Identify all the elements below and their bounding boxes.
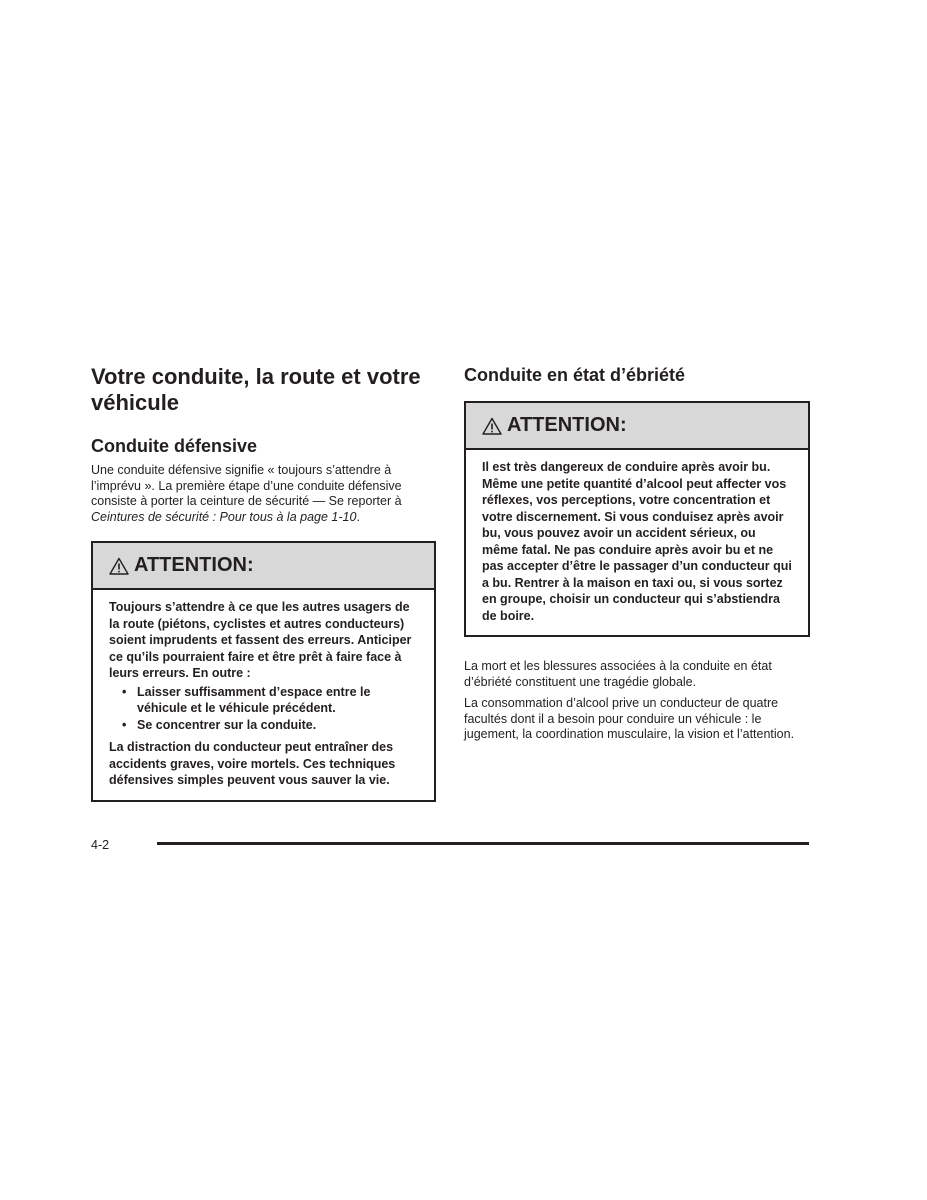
section-title-defensive: Conduite défensive	[91, 436, 258, 456]
warning-box-defensive	[91, 541, 436, 802]
page-number: 4-2	[91, 838, 110, 852]
body-paragraphs	[464, 659, 810, 743]
section-title-drunk-driving: Conduite en état d’ébriété	[464, 365, 686, 385]
list-item: • Laisser suffisamment d’espace entre le véhicule et le véhicule précédent.	[137, 684, 418, 717]
cross-reference: Ceintures de sécurité : Pour tous à la page 1-10	[91, 509, 357, 524]
intro-end: .	[356, 509, 360, 524]
warning-paragraph: La distraction du conducteur peut entraîner des accidents graves, voire mortels. Ces techniques défensives simples peuvent vous sauver la vie.	[109, 740, 396, 787]
warning-heading: ATTENTION:	[507, 414, 627, 436]
intro-text: Une conduite défensive signifie « toujours s’attendre à l’imprévu ». La première étape d’une conduite défensive consiste à porter la ceinture de sécurité — Se reporter à	[91, 463, 402, 508]
warning-triangle-icon	[482, 417, 502, 435]
warning-body	[93, 590, 434, 800]
warning-header	[93, 543, 434, 590]
body-paragraph: La consommation d’alcool prive un conducteur de quatre facultés dont il a besoin pour conduire un véhicule : le jugement, la coordination musculaire, la vision et l’attention.	[464, 696, 795, 741]
body-paragraph: La mort et les blessures associées à la conduite en état d’ébriété constituent une tragédie globale.	[464, 659, 772, 689]
warning-heading: ATTENTION:	[134, 554, 254, 576]
warning-paragraph: Il est très dangereux de conduire après avoir bu. Même une petite quantité d’alcool peut affecter vos réflexes, vos perceptions, votre concentration et votre discernement. Si vous conduisez après avoir bu, vous pouvez avoir un accident sérieux, ou même fatal. Ne pas conduire après avoir bu et ne pas accepter d’être le passager d’un conducteur qui a bu. Rentrer à la maison en taxi ou, si vous sortez en groupe, choisir un conducteur qui s’abstiendra de boire.	[482, 460, 792, 623]
chapter-title: Votre conduite, la route et votre véhicule	[91, 364, 421, 415]
right-column	[464, 364, 810, 749]
warning-body	[466, 450, 808, 635]
footer-divider	[157, 842, 809, 845]
left-column	[91, 364, 436, 802]
list-item: • Se concentrer sur la conduite.	[137, 717, 418, 734]
warning-list	[109, 684, 418, 734]
intro-paragraph	[91, 463, 436, 525]
warning-triangle-icon	[109, 557, 129, 575]
warning-header	[466, 403, 808, 450]
warning-paragraph: Toujours s’attendre à ce que les autres usagers de la route (piétons, cyclistes et autres conducteurs) soient imprudents et fassent des erreurs. Anticiper ce qu’ils pourraient faire et être prêt à faire face à leurs erreurs. En outre :	[109, 600, 412, 680]
warning-box-alcohol	[464, 401, 810, 637]
